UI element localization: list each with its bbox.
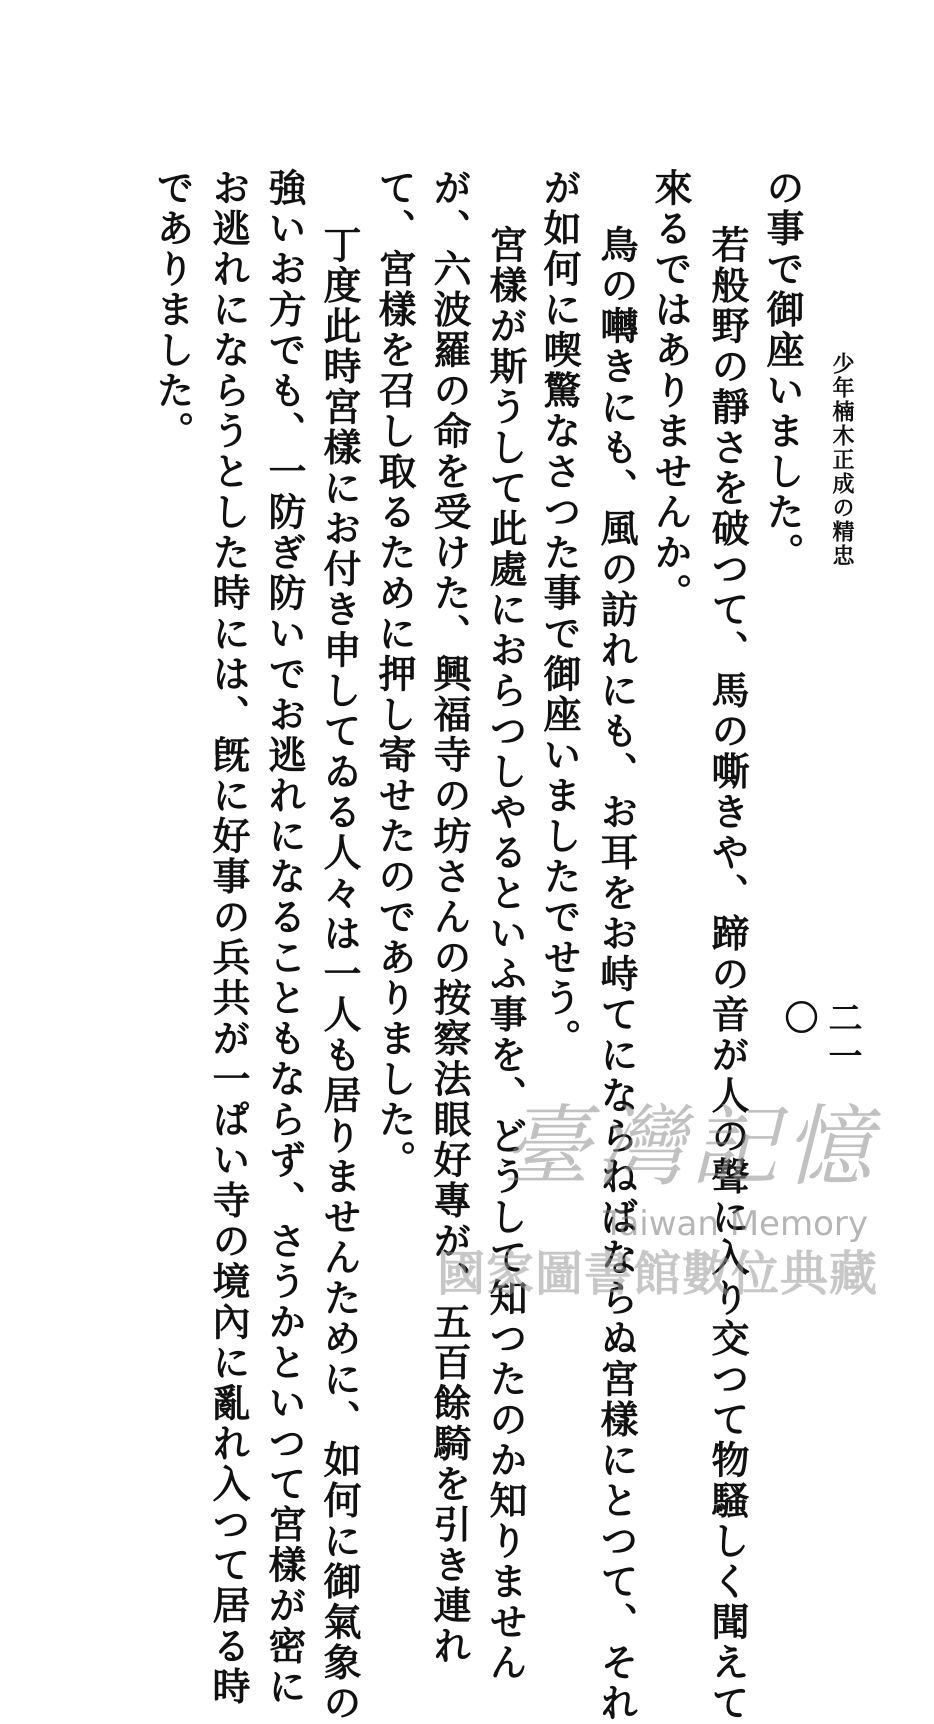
text-column: 強いお方でも、一防ぎ防いでお逃れになることもならず、さうかといつて宮樣が密に	[262, 168, 307, 1707]
page-number: 二一〇	[778, 1000, 862, 1076]
text-column: でありました。	[150, 168, 195, 452]
watermark-latin: Taiwan Memory	[603, 1204, 868, 1244]
text-column: 丁度此時宮樣にお付き申してゐる人々は一人も居りませんために、如何に御氣象の	[317, 225, 362, 1724]
running-title: 少年楠木正成の精忠	[829, 352, 855, 568]
text-column: の事で御座いました。	[760, 168, 805, 573]
text-column: 鳥の囀きにも、風の訪れにも、お耳をお峙てにならねばならぬ宮樣にとつて、それ	[594, 225, 639, 1724]
text-column: 若般野の靜さを破つて、馬の嘶きや、蹄の音が人の聲に入り交つて物騷しく聞えて	[705, 225, 750, 1724]
text-column: 宮樣が斯うして此處におらつしやるといふ事を、どうして知つたのか知りません	[483, 225, 528, 1683]
watermark-script: 臺灣記憶	[501, 1095, 878, 1198]
text-column: お逃れにならうとした時には、旣に好事の兵共が一ぱい寺の境內に亂れ入つて居る時	[206, 168, 251, 1707]
text-column: が如何に喫驚なさつた事で御座いましたでせう。	[537, 168, 582, 1059]
text-column: が、六波羅の命を受けた、興福寺の坊さんの按察法眼好專が、五百餘騎を引き連れ	[427, 168, 472, 1667]
watermark	[408, 1092, 878, 1312]
watermark-organization: 國家圖書館數位典藏	[436, 1246, 878, 1302]
text-column: て、宮樣を召し取るために押し寄せたのでありました。	[372, 168, 417, 1181]
text-column: 來るではありませんか。	[648, 168, 693, 614]
